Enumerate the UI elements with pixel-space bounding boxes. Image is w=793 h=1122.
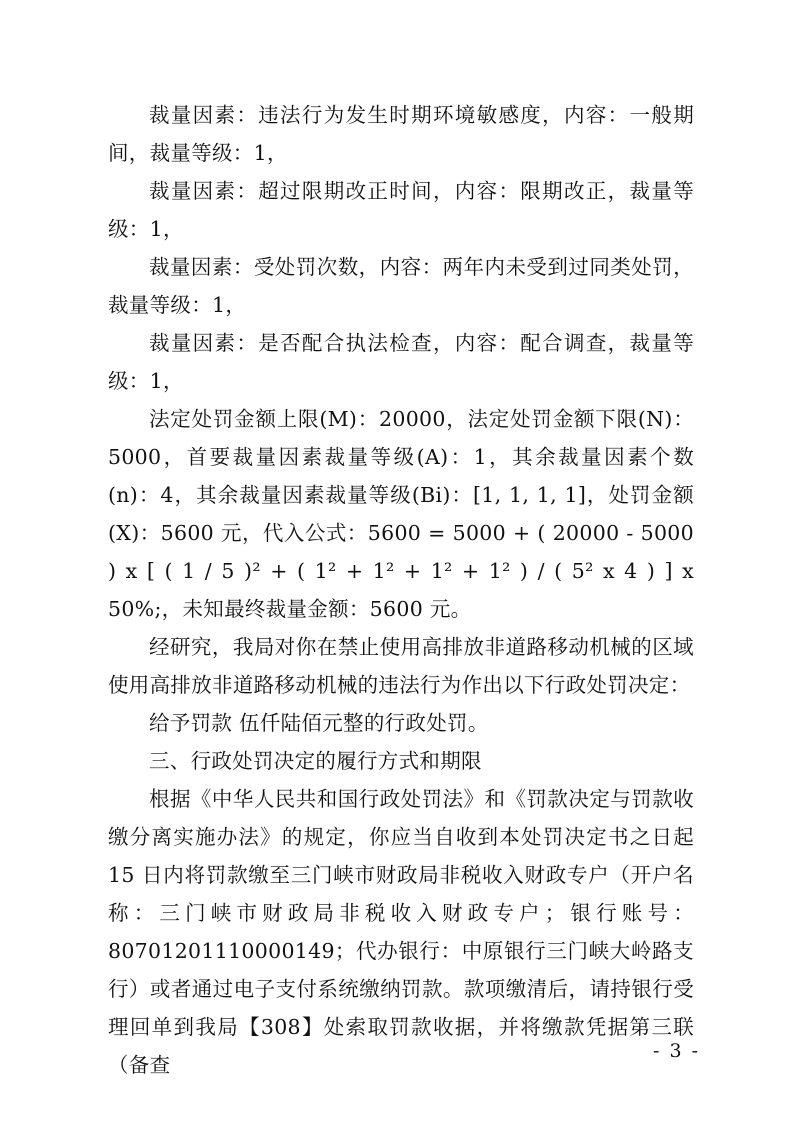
document-body (108, 96, 694, 1084)
paragraph-factor-cooperation: 裁量因素：是否配合执法检查，内容：配合调查，裁量等级：1， (108, 331, 694, 393)
paragraph-penalty-formula: 法定处罚金额上限(M)：20000，法定处罚金额下限(N)：5000，首要裁量因素裁量等级(A)：1，其余裁量因素个数(n)：4，其余裁量因素裁量等级(Bi)：[1, 1, 1, 1]，处罚金额(X)：5600 元，代入公式：5600 = 5000 + ( 20000 - 5000 ) x [ ( 1 / 5 )² + ( 1² + 1² + 1² + 1² ) / ( 5² x 4 ) ] x 50%;，未知最终裁量金额：5600 元。 (108, 407, 694, 621)
paragraph-factor-penalty-count: 裁量因素：受处罚次数，内容：两年内未受到过同类处罚，裁量等级：1， (108, 255, 694, 317)
paragraph-factor-environment: 裁量因素：违法行为发生时期环境敏感度，内容：一般期间，裁量等级：1， (108, 103, 694, 165)
paragraph-payment-method: 根据《中华人民共和国行政处罚法》和《罚款决定与罚款收缴分离实施办法》的规定，你应当自收到本处罚决定书之日起 15 日内将罚款缴至三门峡市财政局非税收入财政专户（开户名称：三门峡市财政局非税收入财政专户；银行账号：80701201110000149；代办银行：中原银行三门峡大岭路支行）或者通过电子支付系统缴纳罚款。款项缴清后，请持银行受理回单到我局【308】处索取罚款收据，并将缴款凭据第三联（备查 (108, 787, 694, 1077)
section-heading-payment: 三、行政处罚决定的履行方式和期限 (149, 749, 482, 773)
paragraph-decision-fine: 给予罚款 伍仟陆佰元整的行政处罚。 (149, 711, 489, 735)
page-number: - 3 - (652, 1040, 700, 1062)
paragraph-decision-intro: 经研究，我局对你在禁止使用高排放非道路移动机械的区域使用高排放非道路移动机械的违法行为作出以下行政处罚决定： (108, 635, 694, 697)
paragraph-factor-correction-time: 裁量因素：超过限期改正时间，内容：限期改正，裁量等级：1， (108, 179, 694, 241)
